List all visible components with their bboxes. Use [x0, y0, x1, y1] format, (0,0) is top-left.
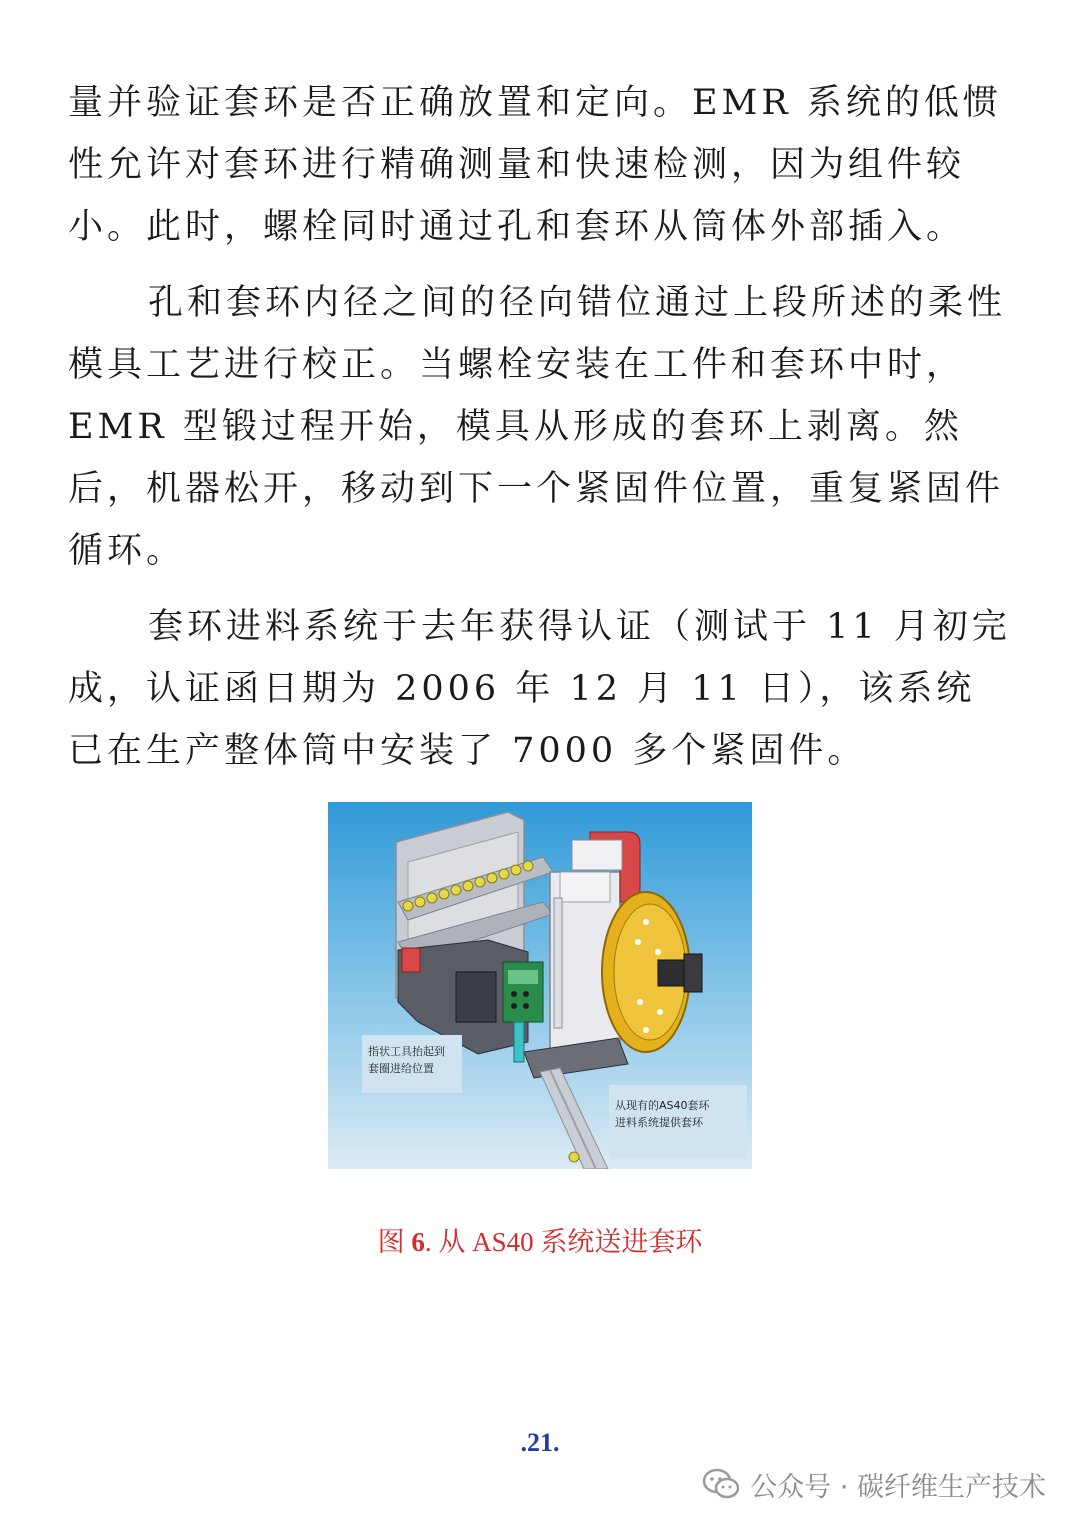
page-number: .21.: [520, 1428, 560, 1457]
figure-6-image: [328, 802, 752, 1169]
callout-finger-tool: [362, 1035, 462, 1093]
body-paragraph-2: 孔和套环内径之间的径向错位通过上段所述的柔性模具工艺进行校正。当螺栓安装在工件和套环中时，EMR 型锻过程开始，模具从形成的套环上剥离。然后，机器松开，移动到下一个紧固件位置，重复紧固件循环。: [68, 283, 1007, 571]
body-paragraph-3: 套环进料系统于去年获得认证（测试于 11 月初完成，认证函日期为 2006 年 12 月 11 日），该系统已在生产整体筒中安装了 7000 多个紧固件。: [68, 607, 1011, 771]
watermark-text: 公众号 · 碳纤维生产技术: [750, 1471, 1046, 1503]
caption-prefix: 图: [377, 1227, 412, 1257]
callout-as40-feed-line-2: 进料系统提供套环: [615, 1116, 703, 1129]
callout-as40-feed: [609, 1085, 747, 1159]
callout-finger-tool-line-1: 指状工具抬起到: [368, 1045, 445, 1058]
caption-figure-number: 6: [411, 1227, 425, 1257]
watermark: [702, 1464, 1046, 1504]
caption-text: . 从 AS40 系统送进套环: [424, 1227, 703, 1257]
figure-caption: [0, 1220, 1080, 1259]
body-paragraph-1: 量并验证套环是否正确放置和定向。EMR 系统的低惯性允许对套环进行精确测量和快速检测，因为组件较小。此时，螺栓同时通过孔和套环从筒体外部插入。: [68, 83, 1002, 247]
callout-as40-feed-line-1: 从现有的AS40套环: [615, 1099, 710, 1112]
wechat-icon: [702, 1467, 740, 1501]
callout-finger-tool-line-2: 套圈进给位置: [368, 1062, 434, 1075]
